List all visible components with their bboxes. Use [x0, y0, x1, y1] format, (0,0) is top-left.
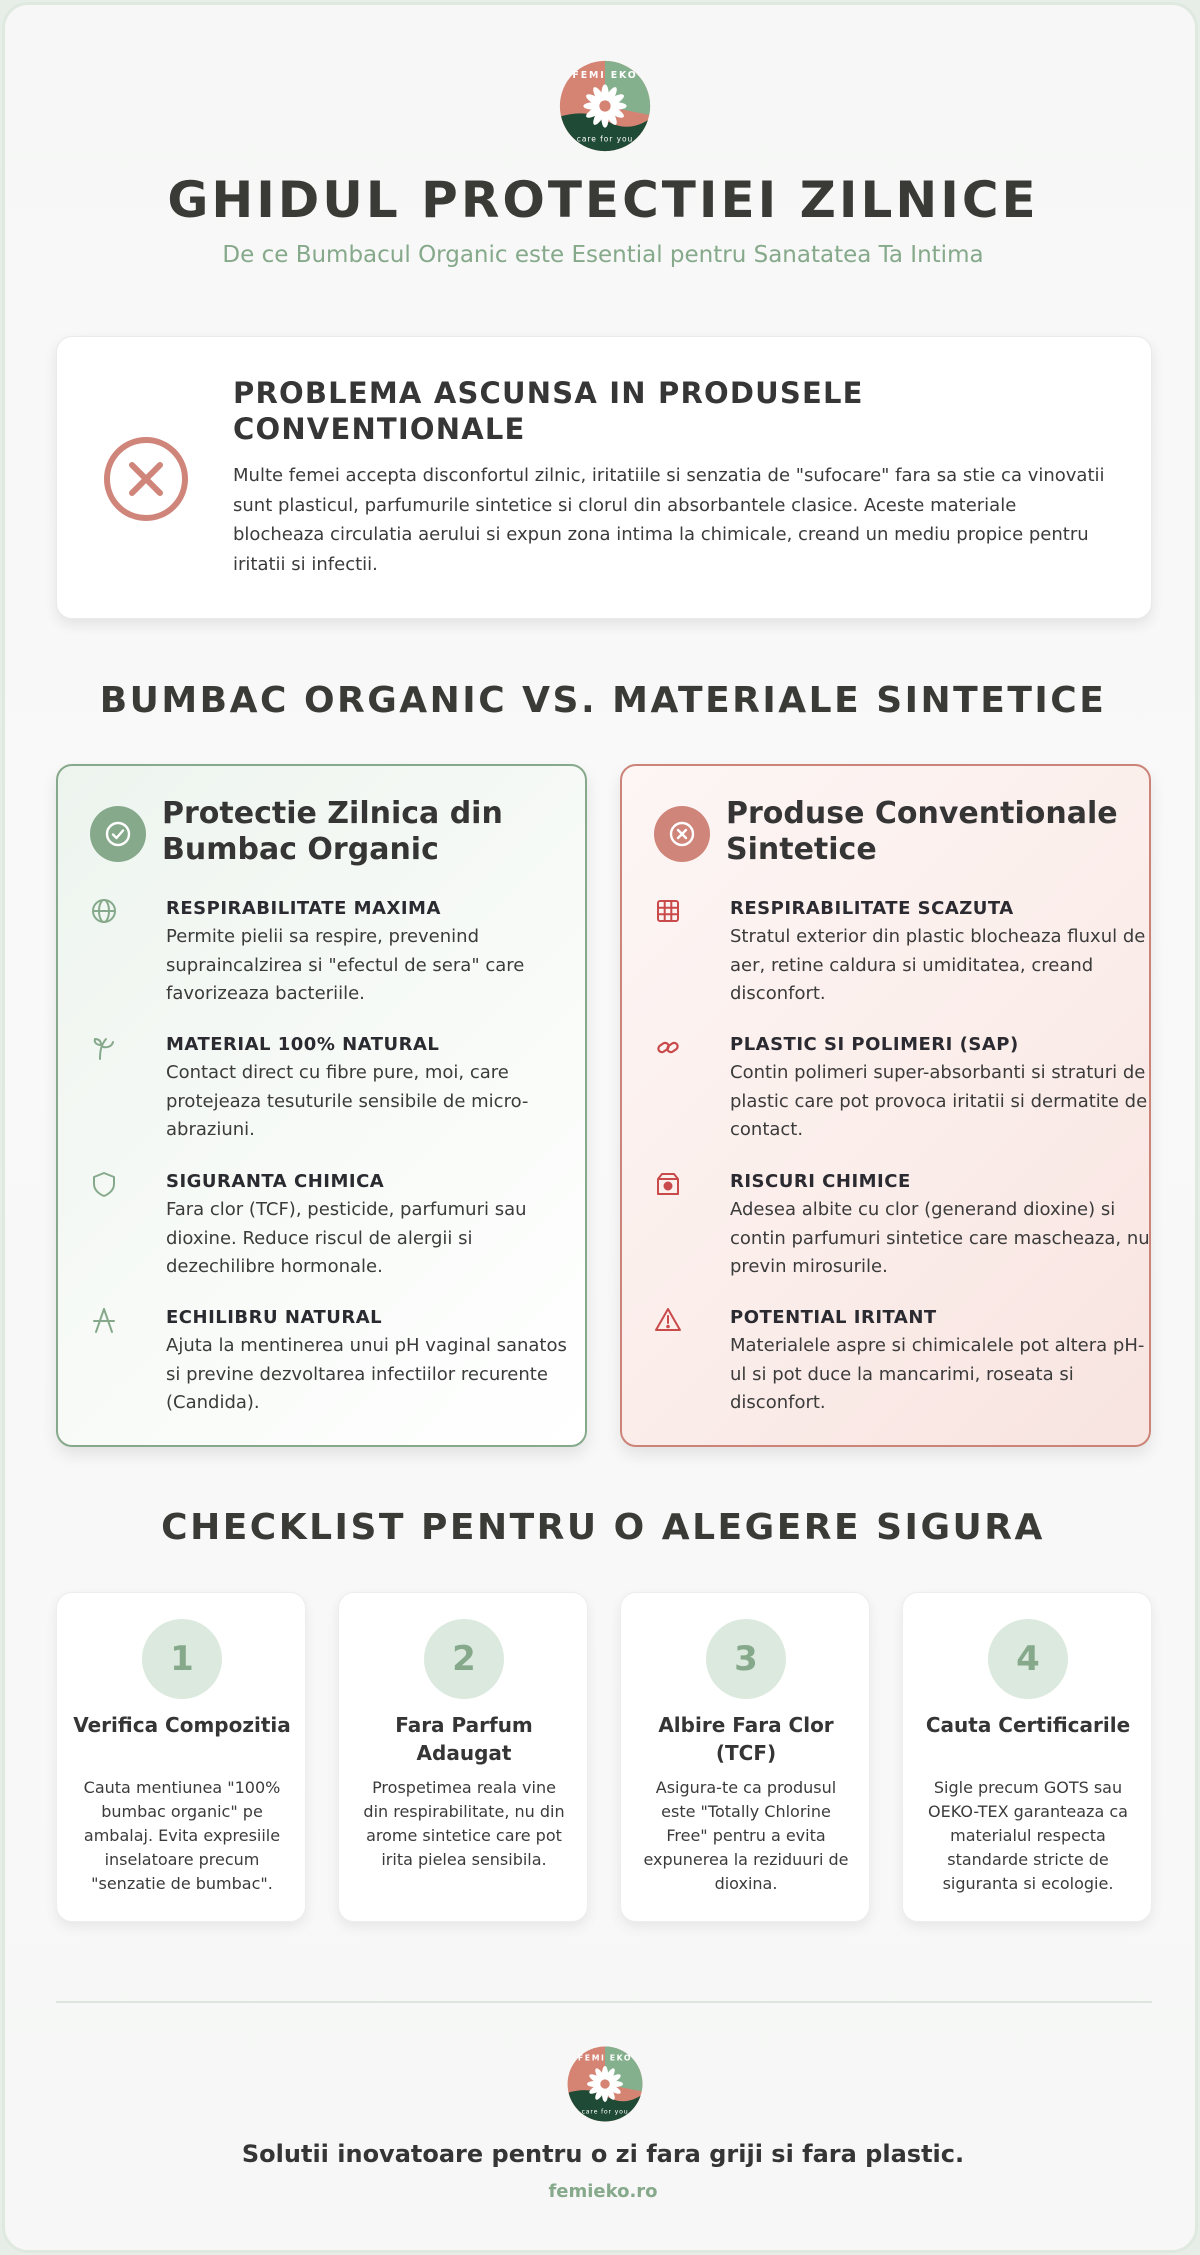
step-text: Prospetimea reala vine din respirabilitate, nu din arome sintetice care pot irita pielea sensibila. [363, 1778, 565, 1869]
step-number: 2 [424, 1619, 504, 1699]
organic-card-title: Protectie Zilnica din Bumbac Organic [162, 796, 503, 867]
svg-text:care for you: care for you [581, 2108, 629, 2116]
checklist-step [902, 1592, 1152, 1922]
footer-tagline: Solutii inovatoare pentru o zi fara griji si fara plastic. [241, 2140, 965, 2168]
checklist-step [620, 1592, 870, 1922]
x-circle-icon [654, 806, 710, 862]
step-text: Cauta mentiunea "100% bumbac organic" pe ambalaj. Evita expresiile inselatoare precum "senzatie de bumbac". [83, 1778, 281, 1893]
page-frame [2, 2, 1198, 2253]
svg-text:FEMI EKO: FEMI EKO [572, 69, 638, 81]
comparison-title: BUMBAC ORGANIC VS. MATERIALE SINTETICE [99, 680, 1107, 721]
warning-icon [654, 1306, 682, 1334]
page-title: GHIDUL PROTECTIEI ZILNICE [167, 171, 1039, 229]
step-title: Cauta Certificarile [925, 1713, 1131, 1737]
footer-divider [56, 2001, 1152, 2003]
problem-title: PROBLEMA ASCUNSA IN PRODUSELE CONVENTIONALE [233, 376, 864, 446]
svg-text:care for you: care for you [576, 134, 634, 144]
femieko-logo-icon [566, 2045, 644, 2123]
step-number: 1 [142, 1619, 222, 1699]
checklist-step [56, 1592, 306, 1922]
synthetic-card: Produse Conventionale Sintetice RESPIRABILITATE SCAZUTA Stratul exterior din plastic blocheaza fluxul de aer, retine caldura si umiditatea, creand disconfort. PLASTIC SI POLIMERI (SAP) Contin polimeri super-absorbanti si straturi de plastic care pot provoca iritatii si dermatite de contact. RISCURI CHIMICE Adesea albite cu clor (generand dioxine) si contin parfumuri sintetice care mascheaza, nu previn mirosurile. POTENTIAL IRITANT Materialele aspre si chimicalele pot altera pH-ul si pot duce la mancarimi, roseata si disconfort. [620, 764, 1151, 1447]
step-text: Sigle precum GOTS sau OEKO-TEX garanteaza ca materialul respecta standarde stricte de siguranta si ecologie. [928, 1778, 1128, 1893]
step-title: Verifica Compozitia [73, 1713, 291, 1737]
chemical-box-icon [654, 1170, 682, 1198]
organic-card: Protectie Zilnica din Bumbac Organic RESPIRABILITATE MAXIMA Permite pielii sa respire, prevenind supraincalzirea si "efectul de sera" care favorizeaza bacteriile. MATERIAL 100% NATURAL Contact direct cu fibre pure, moi, care protejeaza tesuturile sensibile de micro-abraziuni. SIGURANTA CHIMICA Fara clor (TCF), pesticide, parfumuri sau dioxine. Reduce riscul de alergii si dezechilibre hormonale. ECHILIBRU NATURAL Ajuta la mentinerea unui pH vaginal sanatos si previne dezvoltarea infectiilor recurente (Candida). [56, 764, 587, 1447]
page-subtitle: De ce Bumbacul Organic este Esential pentru Sanatatea Ta Intima [222, 242, 984, 268]
x-circle-icon [102, 435, 190, 523]
checklist-title: CHECKLIST PENTRU O ALEGERE SIGURA [161, 1507, 1045, 1548]
shield-icon [90, 1170, 118, 1198]
problem-card [56, 336, 1152, 619]
globe-icon [90, 897, 118, 925]
step-text: Asigura-te ca produsul este "Totally Chlorine Free" pentru a evita expunerea la reziduuri de dioxina. [643, 1778, 849, 1893]
grid-icon [654, 897, 682, 925]
balance-icon [90, 1306, 118, 1334]
footer-site-link[interactable]: femieko.ro [548, 2181, 658, 2202]
synthetic-card-title: Produse Conventionale Sintetice [726, 796, 1118, 867]
step-number: 3 [706, 1619, 786, 1699]
step-title: Fara Parfum Adaugat [395, 1713, 533, 1765]
step-number: 4 [988, 1619, 1068, 1699]
plant-icon [90, 1033, 118, 1061]
problem-text: Multe femei accepta disconfortul zilnic, iritatiile si senzatia de "sufocare" fara sa stie ca vinovatii sunt plasticul, parfumurile sintetice si clorul din absorbantele clasice. Aceste materiale blocheaza circulatia aerului si expun zona intima la chimicale, creand un mediu propice pentru iritatii si infectii. [233, 465, 1105, 575]
checklist-step [338, 1592, 588, 1922]
check-circle-icon [90, 806, 146, 862]
step-title: Albire Fara Clor (TCF) [658, 1713, 834, 1765]
femieko-logo-icon [558, 59, 652, 153]
link-icon [654, 1033, 682, 1061]
svg-text:FEMI EKO: FEMI EKO [577, 2053, 633, 2063]
